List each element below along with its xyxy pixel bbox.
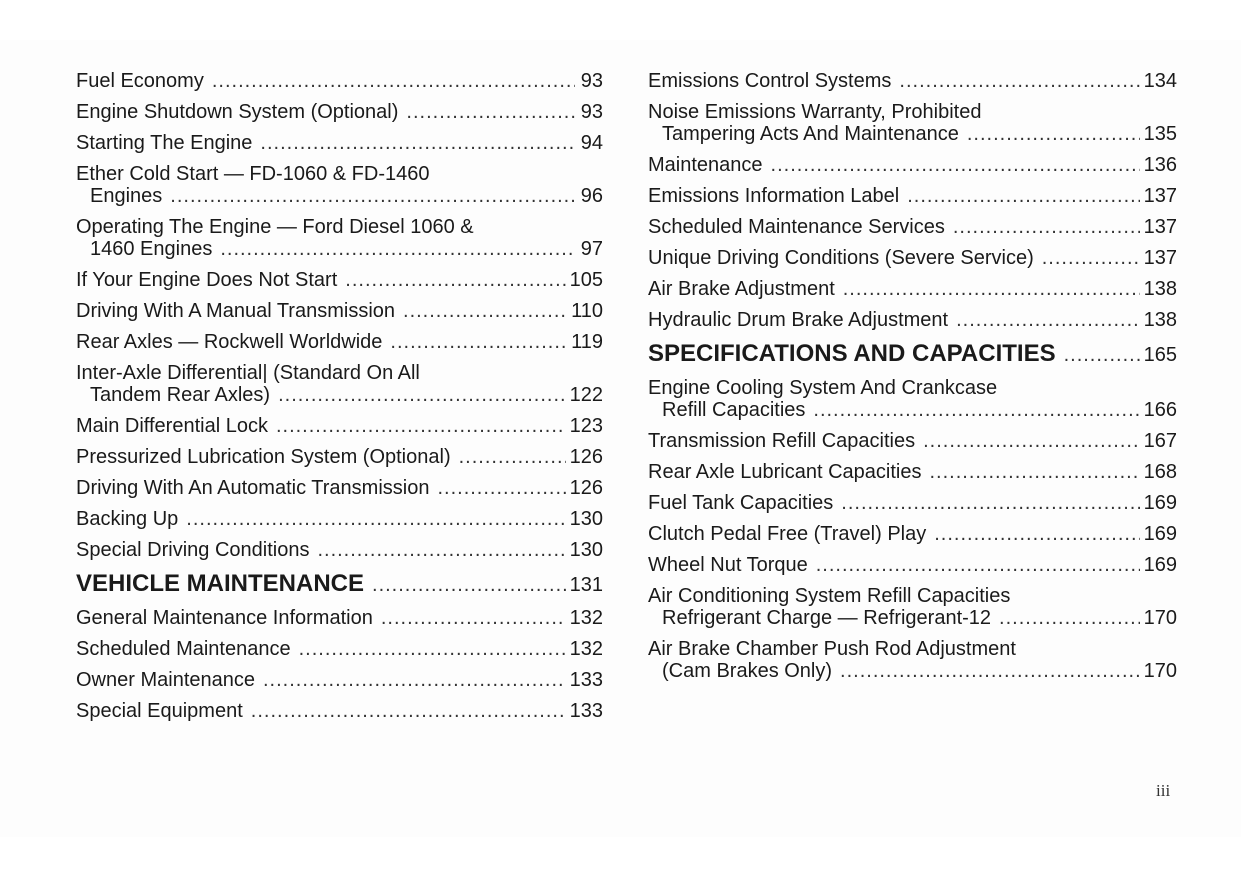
toc-entry-page: 130 <box>569 539 603 561</box>
toc-entry-page: 126 <box>569 477 603 499</box>
toc-entry <box>76 216 603 260</box>
toc-entry <box>648 154 1177 176</box>
dot-leader <box>299 638 566 660</box>
toc-entry-row <box>648 216 1177 238</box>
dot-leader <box>907 185 1139 207</box>
toc-entry-title: Clutch Pedal Free (Travel) Play <box>648 523 927 545</box>
toc-entry-row <box>648 607 1177 629</box>
dot-leader <box>406 101 575 123</box>
toc-entry-row <box>648 554 1177 576</box>
toc-entry <box>648 216 1177 238</box>
toc-entry-row <box>76 185 603 207</box>
dot-leader <box>403 300 567 322</box>
toc-entry <box>648 492 1177 514</box>
toc-entry-row <box>76 539 603 561</box>
toc-entry <box>648 185 1177 207</box>
toc-entry-title: Engines <box>90 185 163 207</box>
toc-entry-row <box>76 101 603 123</box>
toc-entry-page: 96 <box>580 185 603 207</box>
toc-entry-row <box>76 570 603 599</box>
toc-entry-row <box>648 340 1177 369</box>
document-page <box>0 40 1241 837</box>
toc-entry-page: 134 <box>1143 70 1177 92</box>
toc-entry-row <box>76 415 603 437</box>
toc-entry-title-line1: Noise Emissions Warranty, Prohibited <box>648 101 982 123</box>
toc-entry-title: Engine Shutdown System (Optional) <box>76 101 399 123</box>
toc-entry-title-line1: Operating The Engine — Ford Diesel 1060 & <box>76 216 474 238</box>
toc-entry <box>648 554 1177 576</box>
dot-leader <box>170 185 575 207</box>
toc-entry-title: Scheduled Maintenance <box>76 638 291 660</box>
toc-entry-row <box>648 70 1177 92</box>
toc-entry-page: 137 <box>1143 247 1177 269</box>
toc-entry-row <box>76 384 603 406</box>
toc-entry <box>76 415 603 437</box>
toc-entry-page: 165 <box>1143 344 1177 366</box>
dot-leader <box>212 70 575 92</box>
toc-entry <box>76 70 603 92</box>
toc-entry-row <box>76 269 603 291</box>
toc-entry-title-line1: Engine Cooling System And Crankcase <box>648 377 998 399</box>
toc-entry-row <box>76 477 603 499</box>
dot-leader <box>841 492 1139 514</box>
toc-entry <box>648 70 1177 92</box>
toc-entry-page: 166 <box>1143 399 1177 421</box>
toc-entry-page: 132 <box>569 638 603 660</box>
toc-entry-title: Special Driving Conditions <box>76 539 310 561</box>
toc-entry-row <box>76 70 603 92</box>
dot-leader <box>1042 247 1140 269</box>
toc-entry-page: 170 <box>1143 660 1177 682</box>
toc-entry-page: 122 <box>569 384 603 406</box>
toc-entry <box>648 377 1177 421</box>
toc-entry-row <box>76 446 603 468</box>
dot-leader <box>372 571 566 599</box>
toc-entry-page: 133 <box>569 669 603 691</box>
toc-entry-page: 93 <box>580 70 603 92</box>
toc-entry-title-line1: Inter-Axle Differential| (Standard On All <box>76 362 420 384</box>
dot-leader <box>923 430 1140 452</box>
toc-entry-title: Fuel Tank Capacities <box>648 492 834 514</box>
toc-entry <box>76 508 603 530</box>
dot-leader <box>1064 341 1140 369</box>
dot-leader <box>276 415 566 437</box>
dot-leader <box>956 309 1140 331</box>
toc-entry <box>76 300 603 322</box>
toc-entry-page: 137 <box>1143 216 1177 238</box>
toc-entry-title: Driving With An Automatic Transmission <box>76 477 430 499</box>
toc-entry-title: 1460 Engines <box>90 238 213 260</box>
toc-entry <box>76 638 603 660</box>
toc-entry-title: Scheduled Maintenance Services <box>648 216 945 238</box>
dot-leader <box>843 278 1140 300</box>
toc-entry-page: 132 <box>569 607 603 629</box>
toc-entry-page: 94 <box>580 132 603 154</box>
dot-leader <box>345 269 565 291</box>
toc-entry-title: Backing Up <box>76 508 179 530</box>
toc-entry-title: Rear Axle Lubricant Capacities <box>648 461 922 483</box>
toc-entry-title: Maintenance <box>648 154 763 176</box>
toc-entry-row <box>76 238 603 260</box>
toc-entry-page: 168 <box>1143 461 1177 483</box>
toc-entry-page: 93 <box>580 101 603 123</box>
dot-leader <box>437 477 565 499</box>
toc-entry-row <box>648 247 1177 269</box>
dot-leader <box>840 660 1140 682</box>
dot-leader <box>813 399 1139 421</box>
toc-entry-page: 169 <box>1143 492 1177 514</box>
toc-entry-page: 137 <box>1143 185 1177 207</box>
dot-leader <box>381 607 566 629</box>
toc-entry <box>76 132 603 154</box>
toc-entry-title: Air Brake Adjustment <box>648 278 835 300</box>
toc-entry <box>648 461 1177 483</box>
toc-entry-title: Emissions Information Label <box>648 185 900 207</box>
toc-entry-row <box>76 508 603 530</box>
toc-entry-row <box>648 523 1177 545</box>
toc-entry-title: Fuel Economy <box>76 70 204 92</box>
toc-entry <box>76 101 603 123</box>
dot-leader <box>953 216 1140 238</box>
toc-entry <box>648 309 1177 331</box>
toc-right-column <box>648 70 1177 691</box>
toc-entry-title-line1: Air Conditioning System Refill Capacities <box>648 585 1011 607</box>
dot-leader <box>816 554 1140 576</box>
toc-entry <box>648 430 1177 452</box>
toc-entry <box>76 539 603 561</box>
toc-entry-row <box>76 331 603 353</box>
toc-entry-page: 170 <box>1143 607 1177 629</box>
toc-entry-row <box>648 430 1177 452</box>
toc-entry-title: Driving With A Manual Transmission <box>76 300 396 322</box>
dot-leader <box>999 607 1140 629</box>
toc-entry <box>76 362 603 406</box>
toc-entry <box>76 607 603 629</box>
toc-entry-page: 135 <box>1143 123 1177 145</box>
toc-entry-row <box>648 185 1177 207</box>
toc-entry-page: 105 <box>569 269 603 291</box>
toc-entry-title: Unique Driving Conditions (Severe Service) <box>648 247 1034 269</box>
toc-entry-row <box>648 278 1177 300</box>
toc-entry-page: 138 <box>1143 309 1177 331</box>
toc-section-heading <box>648 340 1177 369</box>
dot-leader <box>899 70 1139 92</box>
toc-entry-title: Tandem Rear Axles) <box>90 384 271 406</box>
dot-leader <box>263 669 566 691</box>
toc-entry <box>76 163 603 207</box>
toc-entry-title: Refill Capacities <box>662 399 806 421</box>
dot-leader <box>967 123 1140 145</box>
dot-leader <box>186 508 565 530</box>
dot-leader <box>934 523 1139 545</box>
dot-leader <box>771 154 1140 176</box>
toc-entry <box>76 446 603 468</box>
toc-entry-title: General Maintenance Information <box>76 607 373 629</box>
toc-entry-row <box>648 123 1177 145</box>
toc-entry-row <box>76 300 603 322</box>
toc-entry-page: 167 <box>1143 430 1177 452</box>
toc-entry-title: Emissions Control Systems <box>648 70 892 92</box>
dot-leader <box>459 446 566 468</box>
toc-entry-title: Main Differential Lock <box>76 415 268 437</box>
toc-entry-page: 119 <box>571 331 603 353</box>
toc-entry-page: 131 <box>569 574 603 596</box>
toc-entry-page: 169 <box>1143 554 1177 576</box>
toc-entry-title: Hydraulic Drum Brake Adjustment <box>648 309 949 331</box>
toc-entry-title: Owner Maintenance <box>76 669 255 691</box>
toc-entry-title: Refrigerant Charge — Refrigerant-12 <box>662 607 992 629</box>
toc-entry-title: Starting The Engine <box>76 132 253 154</box>
toc-entry <box>76 477 603 499</box>
toc-entry-page: 123 <box>569 415 603 437</box>
toc-entry-row <box>648 399 1177 421</box>
dot-leader <box>220 238 575 260</box>
toc-entry-page: 133 <box>569 700 603 722</box>
toc-entry <box>76 331 603 353</box>
toc-entry <box>76 669 603 691</box>
dot-leader <box>251 700 566 722</box>
toc-entry <box>648 523 1177 545</box>
toc-entry-page: 136 <box>1143 154 1177 176</box>
toc-entry-page: 97 <box>580 238 603 260</box>
dot-leader <box>278 384 566 406</box>
toc-entry-row <box>648 154 1177 176</box>
toc-entry-row <box>648 492 1177 514</box>
toc-entry-page: 110 <box>571 300 603 322</box>
toc-entry-title: VEHICLE MAINTENANCE <box>76 570 365 597</box>
toc-entry-title-line1: Air Brake Chamber Push Rod Adjustment <box>648 638 1016 660</box>
dot-leader <box>929 461 1139 483</box>
toc-entry <box>76 700 603 722</box>
toc-entry <box>648 101 1177 145</box>
toc-entry-title: Wheel Nut Torque <box>648 554 808 576</box>
toc-entry-page: 138 <box>1143 278 1177 300</box>
toc-entry <box>648 247 1177 269</box>
toc-entry-title: Rear Axles — Rockwell Worldwide <box>76 331 383 353</box>
toc-entry-page: 130 <box>569 508 603 530</box>
toc-entry-row <box>76 132 603 154</box>
toc-entry-title: Tampering Acts And Maintenance <box>662 123 959 145</box>
toc-entry-title: Transmission Refill Capacities <box>648 430 916 452</box>
toc-entry-row <box>76 638 603 660</box>
toc-entry-title: SPECIFICATIONS AND CAPACITIES <box>648 340 1056 367</box>
dot-leader <box>260 132 575 154</box>
toc-entry-row <box>76 669 603 691</box>
toc-entry-row <box>648 309 1177 331</box>
toc-entry-page: 126 <box>569 446 603 468</box>
toc-entry-row <box>76 607 603 629</box>
toc-entry-row <box>648 660 1177 682</box>
toc-entry-row <box>648 461 1177 483</box>
toc-left-column <box>76 70 603 731</box>
toc-entry-title-line1: Ether Cold Start — FD-1060 & FD-1460 <box>76 163 430 185</box>
toc-entry <box>648 585 1177 629</box>
toc-entry <box>648 638 1177 682</box>
toc-section-heading <box>76 570 603 599</box>
toc-entry-page: 169 <box>1143 523 1177 545</box>
dot-leader <box>390 331 567 353</box>
toc-entry-title: (Cam Brakes Only) <box>662 660 833 682</box>
toc-entry <box>648 278 1177 300</box>
toc-entry <box>76 269 603 291</box>
page-number: iii <box>1156 781 1171 800</box>
toc-entry-row <box>76 700 603 722</box>
toc-entry-title: If Your Engine Does Not Start <box>76 269 338 291</box>
toc-entry-title: Special Equipment <box>76 700 243 722</box>
dot-leader <box>317 539 565 561</box>
toc-entry-title: Pressurized Lubrication System (Optional) <box>76 446 451 468</box>
